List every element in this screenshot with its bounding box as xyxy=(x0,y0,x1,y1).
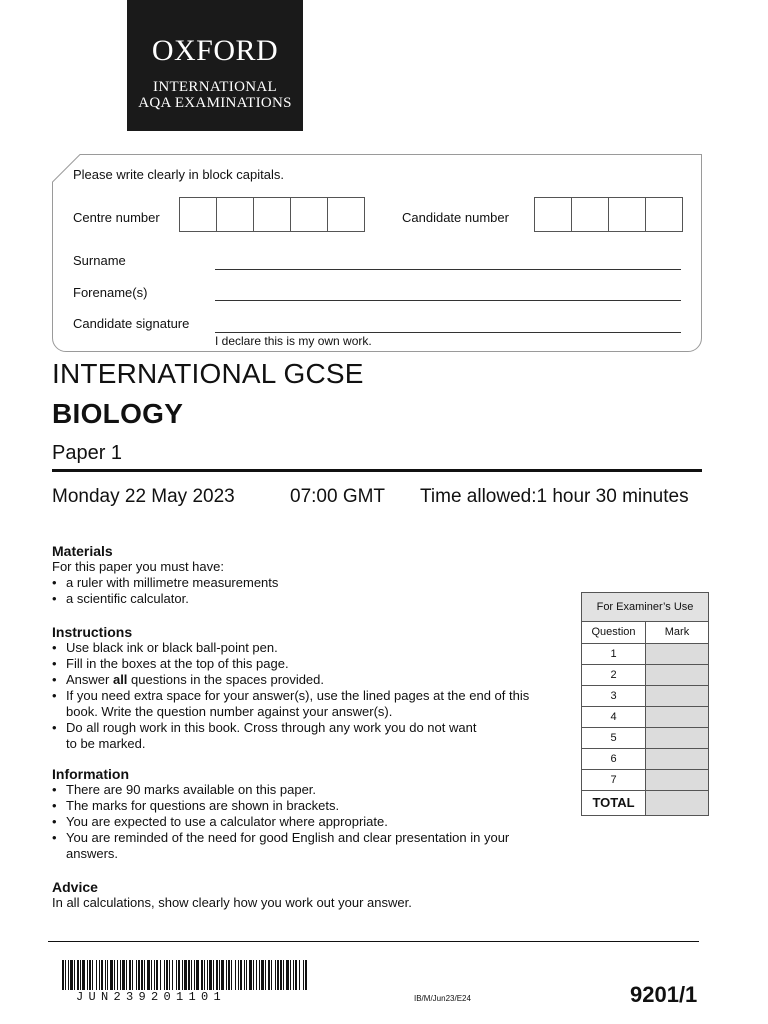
list-item: • There are 90 marks available on this paper. xyxy=(52,782,522,798)
centre-digit-box[interactable] xyxy=(180,198,217,231)
signature-field[interactable] xyxy=(215,332,681,333)
list-item: • Answer all questions in the spaces provided. xyxy=(52,672,552,688)
barcode-bar xyxy=(207,960,208,990)
mark-cell xyxy=(646,686,708,706)
oxford-aqa-logo xyxy=(127,0,303,131)
candidate-number-field[interactable] xyxy=(534,197,683,232)
forename-field[interactable] xyxy=(215,300,681,301)
barcode-bar xyxy=(256,960,257,990)
barcode-bar xyxy=(216,960,218,990)
centre-number-field[interactable] xyxy=(179,197,365,232)
barcode-bar xyxy=(293,960,294,990)
table-row xyxy=(582,770,708,791)
mark-cell xyxy=(646,728,708,748)
centre-number-label: Centre number xyxy=(73,210,160,225)
mark-cell xyxy=(646,749,708,769)
barcode-number: JUN239201101 xyxy=(76,990,227,1004)
logo-line-2: INTERNATIONAL xyxy=(153,79,277,95)
examiners-use-title: For Examiner’s Use xyxy=(582,593,708,622)
barcode-bar xyxy=(221,960,224,990)
barcode-bar xyxy=(65,960,66,990)
barcode-bar xyxy=(275,960,276,990)
barcode-bar xyxy=(268,960,270,990)
barcode-bar xyxy=(228,960,230,990)
barcode-bar xyxy=(164,960,165,990)
barcode-bar xyxy=(107,960,108,990)
barcode-bar xyxy=(271,960,272,990)
barcode-bar xyxy=(172,960,173,990)
advice-heading: Advice xyxy=(52,879,98,895)
list-item: • Do all rough work in this book. Cross through any work you do not want to be marked. xyxy=(52,720,486,752)
barcode-bar xyxy=(290,960,291,990)
barcode-bar xyxy=(305,960,307,990)
list-item: • Fill in the boxes at the top of this page. xyxy=(52,656,552,672)
barcode-bar xyxy=(99,960,100,990)
paper-number: Paper 1 xyxy=(52,442,123,464)
barcode-bar xyxy=(154,960,155,990)
paper-code: 9201/1 xyxy=(630,982,698,1007)
list-item: • You are reminded of the need for good English and clear presentation in your answers. xyxy=(52,830,526,862)
barcode-bar xyxy=(219,960,220,990)
barcode-bar xyxy=(235,960,236,990)
question-number: 4 xyxy=(582,707,646,727)
barcode-bar xyxy=(160,960,161,990)
question-number: 6 xyxy=(582,749,646,769)
barcode-bar xyxy=(129,960,131,990)
table-row xyxy=(582,686,708,707)
barcode-bar xyxy=(244,960,245,990)
candidate-digit-box[interactable] xyxy=(572,198,609,231)
footer-divider xyxy=(48,941,699,942)
barcode-bar xyxy=(176,960,177,990)
signature-label: Candidate signature xyxy=(73,316,190,331)
candidate-number-label: Candidate number xyxy=(402,210,509,225)
barcode-bar xyxy=(265,960,266,990)
barcode-bar xyxy=(92,960,93,990)
barcode-bar xyxy=(105,960,106,990)
barcode-bar xyxy=(188,960,190,990)
barcode-bar xyxy=(96,960,97,990)
barcode-bar xyxy=(299,960,300,990)
barcode-bar xyxy=(196,960,199,990)
barcode-bar xyxy=(117,960,118,990)
barcode-bar xyxy=(122,960,125,990)
emphasis-all: all xyxy=(112,672,128,687)
barcode-bar xyxy=(204,960,205,990)
question-column-header: Question xyxy=(582,622,646,643)
mark-cell xyxy=(646,665,708,685)
candidate-digit-box[interactable] xyxy=(535,198,572,231)
table-row xyxy=(582,665,708,686)
information-heading: Information xyxy=(52,766,129,782)
information-section xyxy=(52,766,522,862)
question-number: 1 xyxy=(582,644,646,664)
barcode-bar xyxy=(114,960,115,990)
barcode-bar xyxy=(147,960,150,990)
title-divider xyxy=(52,469,702,472)
examiners-use-table xyxy=(581,592,709,816)
exam-time: 07:00 GMT xyxy=(290,486,386,507)
barcode-bar xyxy=(156,960,158,990)
barcode-bar xyxy=(80,960,81,990)
centre-digit-box[interactable] xyxy=(254,198,291,231)
exam-date: Monday 22 May 2023 xyxy=(52,486,235,507)
total-mark-cell xyxy=(646,791,708,815)
materials-heading: Materials xyxy=(52,543,113,559)
surname-field[interactable] xyxy=(215,269,681,270)
block-capitals-instruction: Please write clearly in block capitals. xyxy=(73,167,284,182)
list-item: • The marks for questions are shown in brackets. xyxy=(52,798,522,814)
instructions-heading: Instructions xyxy=(52,624,133,640)
barcode-bar xyxy=(231,960,232,990)
barcode-bar xyxy=(295,960,297,990)
list-item: • a ruler with millimetre measurements xyxy=(52,575,552,591)
barcode-bar xyxy=(209,960,212,990)
barcode-bar xyxy=(132,960,133,990)
candidate-digit-box[interactable] xyxy=(646,198,682,231)
subject-title: BIOLOGY xyxy=(52,398,184,429)
barcode-bar xyxy=(110,960,113,990)
barcode-bar xyxy=(144,960,145,990)
question-number: 2 xyxy=(582,665,646,685)
barcode-bar xyxy=(184,960,187,990)
advice-section xyxy=(52,879,552,911)
barcode-bar xyxy=(141,960,143,990)
advice-text: In all calculations, show clearly how you work out your answer. xyxy=(52,895,412,910)
qualification-title: INTERNATIONAL GCSE xyxy=(52,358,364,389)
list-item: • Use black ink or black ball-point pen. xyxy=(52,640,552,656)
list-item: • If you need extra space for your answer(s), use the lined pages at the end of this book. Write the question number against your answer(s). xyxy=(52,688,552,720)
materials-intro: For this paper you must have: xyxy=(52,559,224,574)
time-allowed: Time allowed:1 hour 30 minutes xyxy=(420,486,689,507)
barcode-bar xyxy=(101,960,103,990)
mark-cell xyxy=(646,644,708,664)
barcode-bar xyxy=(246,960,247,990)
logo-line-1: OXFORD xyxy=(151,34,279,67)
barcode-bar xyxy=(151,960,152,990)
barcode-bar xyxy=(182,960,183,990)
barcode-bar xyxy=(213,960,214,990)
barcode-bar xyxy=(74,960,75,990)
barcode-bar xyxy=(194,960,195,990)
total-label: TOTAL xyxy=(582,791,646,815)
barcode-bar xyxy=(166,960,168,990)
instructions-section xyxy=(52,624,552,752)
barcode-bar xyxy=(169,960,170,990)
barcode-bar xyxy=(240,960,242,990)
centre-digit-box[interactable] xyxy=(217,198,254,231)
table-row xyxy=(582,728,708,749)
barcode-bar xyxy=(191,960,192,990)
barcode-bar xyxy=(286,960,289,990)
table-row xyxy=(582,707,708,728)
barcode-bar xyxy=(70,960,73,990)
barcode-bar xyxy=(253,960,254,990)
barcode-bar xyxy=(136,960,137,990)
barcode-bar xyxy=(280,960,282,990)
barcode-bar xyxy=(89,960,91,990)
list-item: • You are expected to use a calculator where appropriate. xyxy=(52,814,522,830)
barcode-bar xyxy=(120,960,121,990)
logo-line-3: AQA EXAMINATIONS xyxy=(138,95,292,111)
barcode-bar xyxy=(126,960,127,990)
materials-section xyxy=(52,543,552,607)
barcode-bar xyxy=(259,960,260,990)
forename-label: Forename(s) xyxy=(73,285,148,300)
barcode-bar xyxy=(87,960,88,990)
barcode-bar xyxy=(249,960,252,990)
table-row xyxy=(582,644,708,665)
list-item: • a scientific calculator. xyxy=(52,591,552,607)
question-number: 5 xyxy=(582,728,646,748)
barcode-bar xyxy=(62,960,64,990)
barcode-bar xyxy=(138,960,140,990)
barcode-bar xyxy=(82,960,85,990)
total-row xyxy=(582,791,708,815)
barcode-bar xyxy=(283,960,284,990)
barcode-bar xyxy=(261,960,264,990)
barcode-bar xyxy=(226,960,227,990)
barcode-bar xyxy=(277,960,279,990)
barcode-bar xyxy=(68,960,69,990)
barcode xyxy=(62,960,308,990)
paper-reference: IB/M/Jun23/E24 xyxy=(414,994,471,1003)
barcode-bar xyxy=(201,960,203,990)
table-row xyxy=(582,749,708,770)
candidate-digit-box[interactable] xyxy=(609,198,646,231)
centre-digit-box[interactable] xyxy=(328,198,364,231)
question-number: 3 xyxy=(582,686,646,706)
mark-cell xyxy=(646,707,708,727)
question-number: 7 xyxy=(582,770,646,790)
barcode-bar xyxy=(178,960,180,990)
barcode-bar xyxy=(238,960,239,990)
barcode-bar xyxy=(77,960,79,990)
centre-digit-box[interactable] xyxy=(291,198,328,231)
mark-column-header: Mark xyxy=(664,626,690,638)
declaration-text: I declare this is my own work. xyxy=(215,334,372,348)
mark-cell xyxy=(646,770,708,790)
surname-label: Surname xyxy=(73,253,126,268)
barcode-bar xyxy=(303,960,304,990)
